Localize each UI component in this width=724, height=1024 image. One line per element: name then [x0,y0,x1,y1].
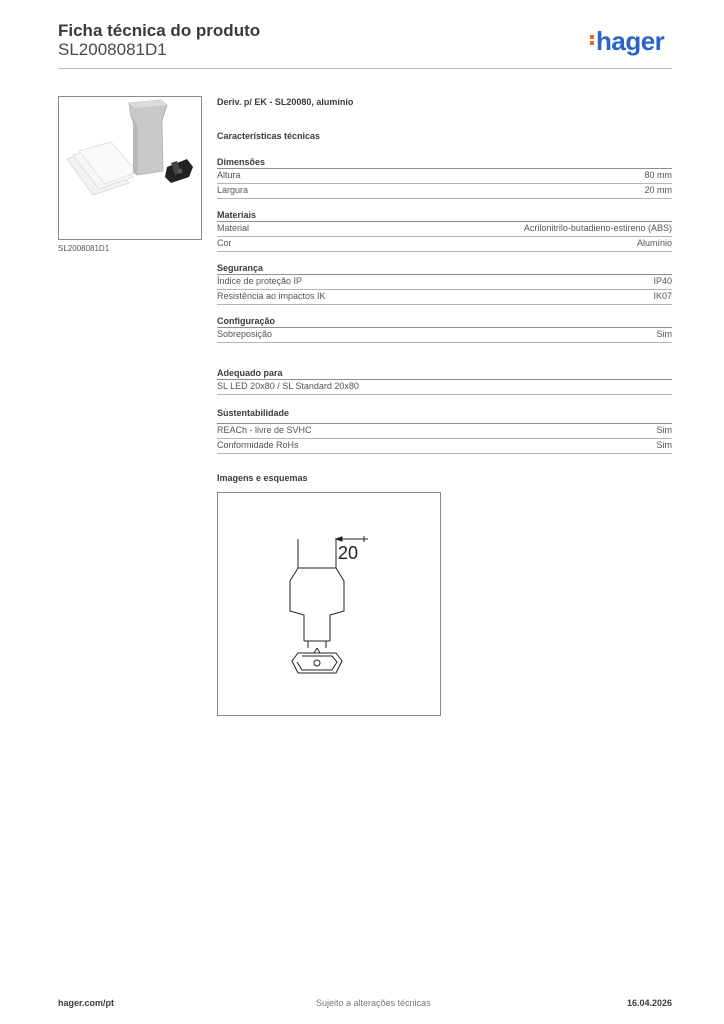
product-photo-illustration [59,97,201,239]
spec-label: Conformidade RoHs [217,440,299,450]
spec-label: Cor [217,238,232,248]
spec-label: Resistência ao impactos IK [217,291,326,301]
section-title-adequado: Adequado para [217,368,283,378]
spec-row [217,328,672,343]
spec-label: Sobreposição [217,329,273,339]
spec-value: IP40 [653,276,672,286]
spec-label: SL LED 20x80 / SL Standard 20x80 [217,381,359,391]
footer-website[interactable]: hager.com/pt [58,998,115,1008]
document-title: Ficha técnica do produto [58,21,261,40]
spec-value: Sim [656,440,672,450]
logo-dots-icon [590,33,594,47]
logo-text: hager [596,26,665,56]
spec-value: Acrilonitrilo-butadieno-estireno (ABS) [523,223,672,233]
footer-notice: Sujeito a alterações técnicas [316,998,431,1008]
section-title-dimensoes: Dimensões [217,157,266,167]
technical-drawing-svg [218,493,440,715]
spec-row [217,439,672,454]
spec-row [217,237,672,252]
footer-date: 16.04.2026 [627,998,673,1008]
spec-label: Índice de proteção IP [217,276,303,286]
section-title-seguranca: Segurança [217,263,264,273]
spec-value: Alumínio [636,238,672,248]
spec-row [217,380,672,395]
section-title-images: Imagens e esquemas [217,473,308,483]
spec-value: IK07 [653,291,672,301]
spec-row [217,424,672,439]
product-photo [58,96,202,240]
spec-value: Sim [656,329,672,339]
spec-row [217,169,672,184]
spec-row [217,290,672,305]
photo-caption: SL2008081D1 [58,244,110,253]
technical-drawing [217,492,441,716]
section-title-materiais: Materiais [217,210,257,220]
characteristics-title: Características técnicas [217,131,321,141]
product-code: SL2008081D1 [58,40,167,59]
spec-row [217,275,672,290]
section-title-sustentabilidade: Sustentabilidade [217,408,290,418]
hager-logo[interactable] [590,26,664,57]
spec-row [217,222,672,237]
drawing-dimension-label: 20 [338,543,359,563]
spec-label: Material [217,223,250,233]
spec-value: 20 mm [644,185,672,195]
product-description: Deriv. p/ EK - SL20080, alumínio [217,97,354,107]
spec-label: Largura [217,185,249,195]
spec-row [217,184,672,199]
spec-label: Altura [217,170,241,180]
spec-label: REACh - livre de SVHC [217,425,312,435]
spec-value: 80 mm [644,170,672,180]
section-title-configuracao: Configuração [217,316,276,326]
spec-value: Sim [656,425,672,435]
header-divider [58,68,672,69]
